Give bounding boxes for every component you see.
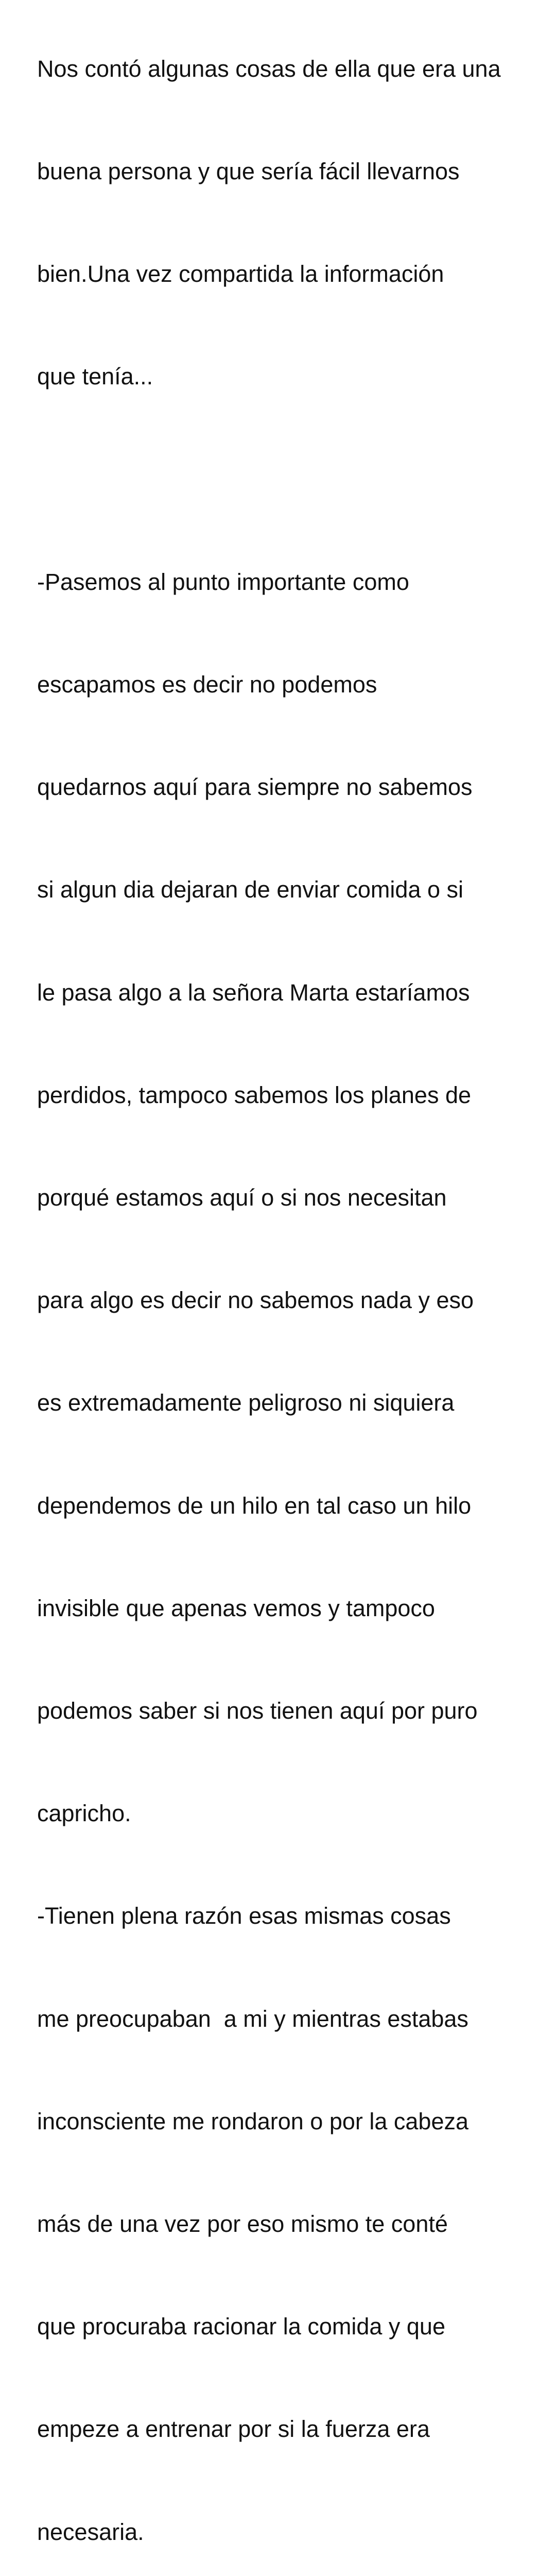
text-line: perdidos, tampoco sabemos los planes de: [37, 1081, 472, 1108]
text-line: necesaria.: [37, 2518, 144, 2545]
story-text: [37, 0, 552, 2576]
text-line: podemos saber si nos tienen aquí por puro: [37, 1698, 478, 1724]
text-line: quedarnos aquí para siempre no sabemos: [37, 774, 473, 801]
text-line: bien.Una vez compartida la información: [37, 261, 444, 287]
text-line: que tenía...: [37, 363, 153, 390]
text-line: más de una vez por eso mismo te conté: [37, 2211, 448, 2238]
text-line: buena persona y que sería fácil llevarnos: [37, 158, 460, 185]
text-line: escapamos es decir no podemos: [37, 671, 377, 698]
blank-line: [37, 463, 552, 497]
text-line: -Tienen plena razón esas mismas cosas: [37, 1903, 451, 1929]
text-line: empeze a entrenar por si la fuerza era: [37, 2416, 430, 2443]
text-line: -Pasemos al punto importante como: [37, 568, 409, 595]
text-line: que procuraba racionar la comida y que: [37, 2313, 445, 2340]
text-line: invisible que apenas vemos y tampoco: [37, 1595, 435, 1621]
text-line: para algo es decir no sabemos nada y eso: [37, 1287, 474, 1314]
text-line: es extremadamente peligroso ni siquiera: [37, 1389, 455, 1416]
text-line: porqué estamos aquí o si nos necesitan: [37, 1184, 447, 1211]
text-line: capricho.: [37, 1800, 131, 1827]
text-line: dependemos de un hilo en tal caso un hilo: [37, 1492, 472, 1519]
text-line: Nos contó algunas cosas de ella que era una: [37, 55, 501, 82]
text-line: me preocupaban a mi y mientras estabas: [37, 2005, 468, 2032]
text-line: inconsciente me rondaron o por la cabeza: [37, 2108, 469, 2134]
text-line: le pasa algo a la señora Marta estaríamos: [37, 979, 470, 1006]
text-line: si algun dia dejaran de enviar comida o si: [37, 876, 463, 903]
